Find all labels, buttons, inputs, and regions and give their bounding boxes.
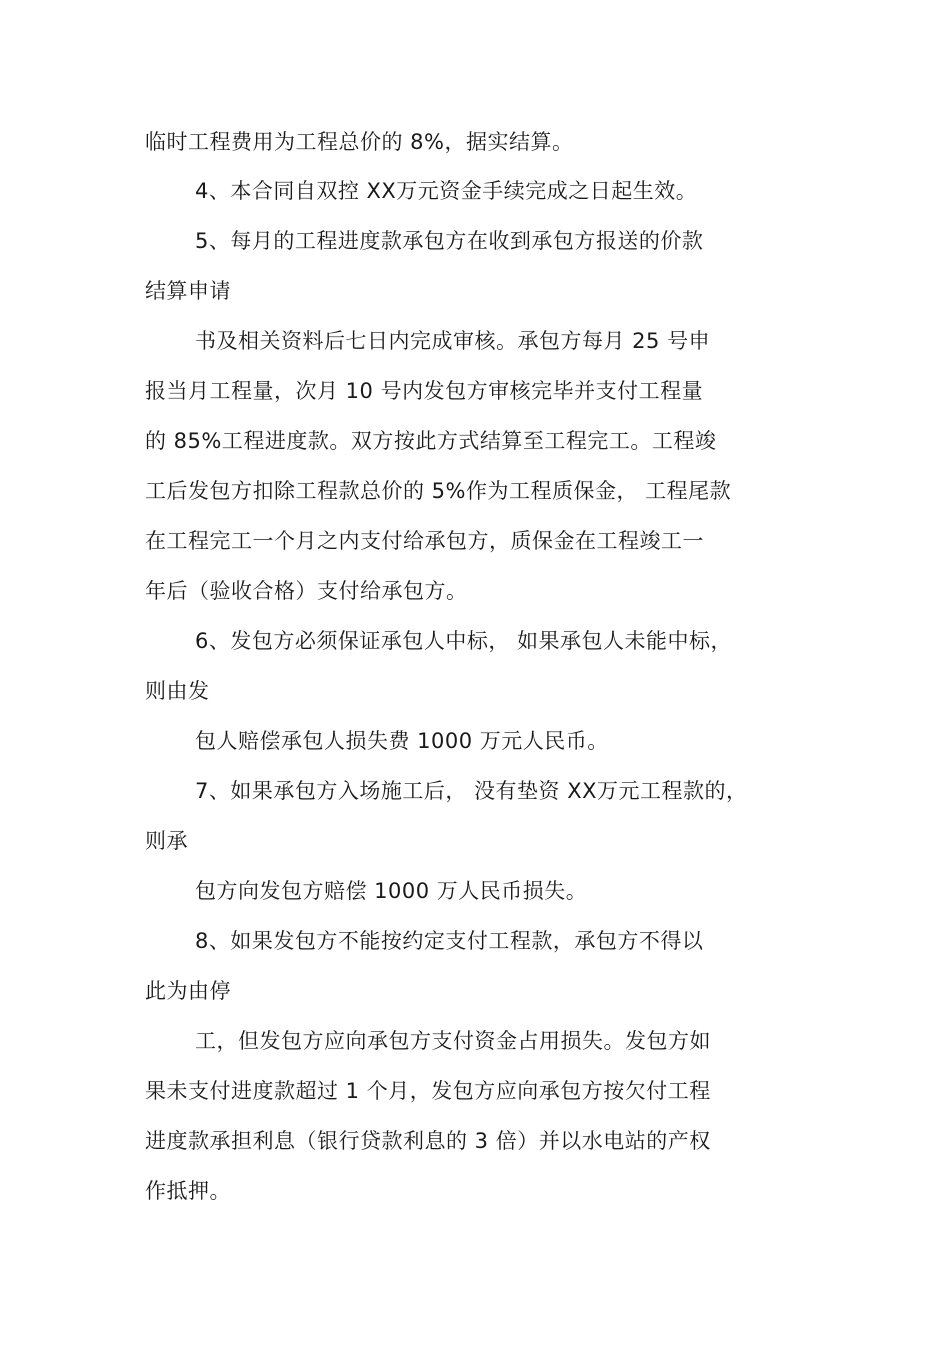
- text-line: 则承: [145, 829, 188, 853]
- text-line: 书及相关资料后七日内完成审核。承包方每月 25 号申: [195, 329, 711, 353]
- text-line: 则由发: [145, 679, 210, 703]
- text-line: 5、每月的工程进度款承包方在收到承包方报送的价款: [195, 229, 704, 253]
- text-line: 果未支付进度款超过 1 个月，发包方应向承包方按欠付工程: [145, 1079, 711, 1103]
- text-line: 4、本合同自双控 XX万元资金手续完成之日起生效。: [195, 179, 698, 203]
- text-line: 报当月工程量，次月 10 号内发包方审核完毕并支付工程量: [145, 379, 704, 403]
- text-line: 临时工程费用为工程总价的 8%，据实结算。: [145, 130, 574, 154]
- text-line: 6、发包方必须保证承包人中标， 如果承包人未能中标，: [195, 629, 733, 653]
- text-line: 8、如果发包方不能按约定支付工程款，承包方不得以: [195, 929, 704, 953]
- text-line: 的 85%工程进度款。双方按此方式结算至工程完工。工程竣: [145, 429, 717, 453]
- text-line: 作抵押。: [145, 1179, 231, 1203]
- text-line: 工后发包方扣除工程款总价的 5%作为工程质保金， 工程尾款: [145, 479, 732, 503]
- text-line: 此为由停: [145, 979, 231, 1003]
- text-line: 7、如果承包方入场施工后， 没有垫资 XX万元工程款的，: [195, 779, 748, 803]
- text-line: 包方向发包方赔偿 1000 万人民币损失。: [195, 879, 588, 903]
- text-line: 年后（验收合格）支付给承包方。: [145, 579, 468, 603]
- text-line: 进度款承担利息（银行贷款利息的 3 倍）并以水电站的产权: [145, 1129, 711, 1153]
- text-line: 在工程完工一个月之内支付给承包方，质保金在工程竣工一: [145, 529, 704, 553]
- text-line: 工，但发包方应向承包方支付资金占用损失。发包方如: [195, 1029, 711, 1053]
- text-line: 包人赔偿承包人损失费 1000 万元人民币。: [195, 729, 609, 753]
- text-line: 结算申请: [145, 279, 231, 303]
